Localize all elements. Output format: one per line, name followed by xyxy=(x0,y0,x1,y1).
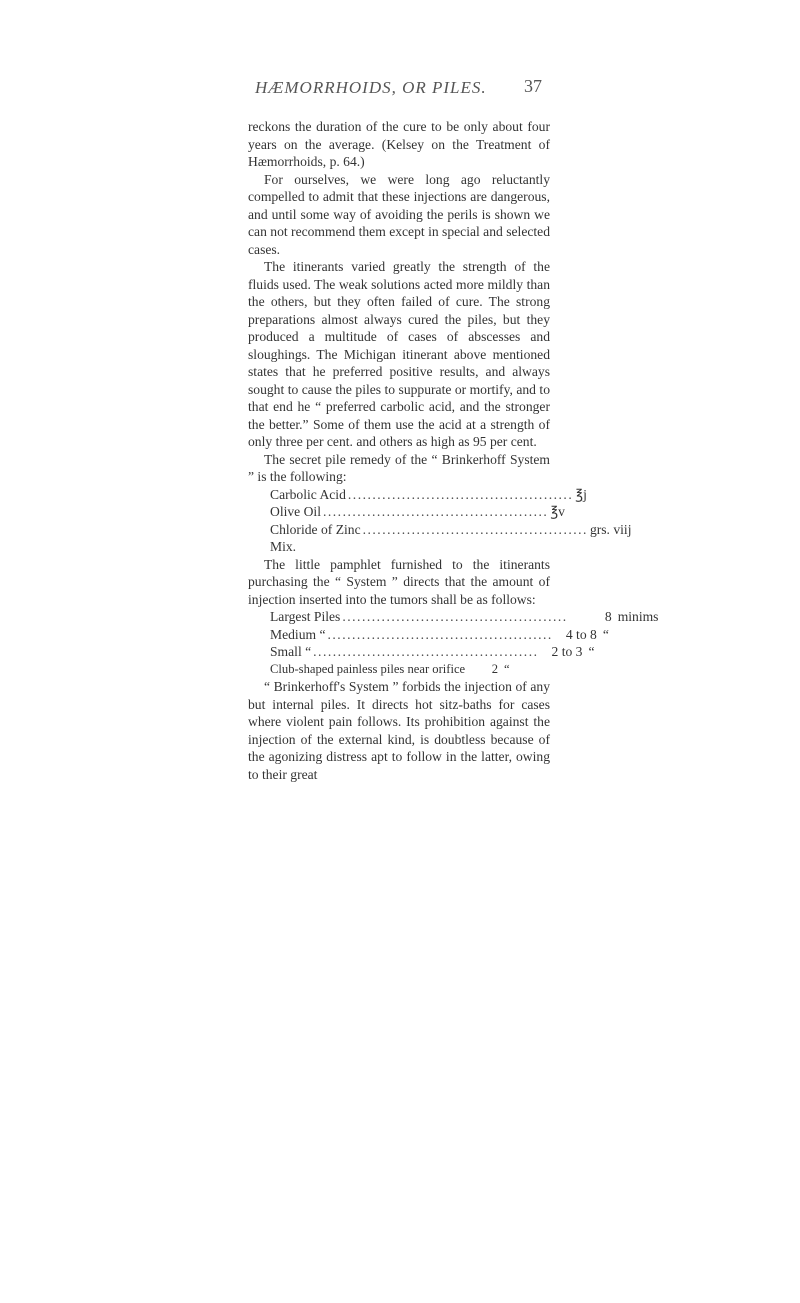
page-number: 37 xyxy=(524,76,542,96)
ingredient-amount: ℥j xyxy=(575,486,587,502)
ingredient-name: Carbolic Acid xyxy=(270,486,346,502)
dot-leader: .............................................. xyxy=(313,644,539,659)
dose-row xyxy=(270,608,659,626)
dose-unit: minims xyxy=(617,609,659,624)
dose-unit: “ xyxy=(588,644,595,659)
dose-value: 2 xyxy=(491,661,498,676)
dose-unit: “ xyxy=(504,661,510,676)
dose-value: 4 to 8 xyxy=(565,626,597,642)
ingredient-name: Chloride of Zinc xyxy=(270,521,361,537)
dose-value: 2 to 3 xyxy=(551,644,583,659)
dose-name: Medium “ xyxy=(270,626,326,642)
dose-row xyxy=(270,626,609,644)
mix-label: Mix. xyxy=(270,539,297,554)
dose-row xyxy=(270,643,595,661)
ingredient-amount: ℥v xyxy=(550,504,565,519)
dose-row xyxy=(270,661,560,679)
paragraph-5: The little pamphlet furnished to the itinerants purchasing the “ System ” directs that the amount of injection inserted into the tumors shall be as follows: xyxy=(248,556,550,607)
paragraph-2: For ourselves, we were long ago reluctantly compelled to admit that these injections are dangerous, and until some way of avoiding the perils is shown we can not recommend them except in special and selected cases. xyxy=(248,171,550,257)
page-header xyxy=(0,78,800,108)
prescription-item xyxy=(270,503,565,521)
paragraph-3: The itinerants varied greatly the strength of the fluids used. The weak solutions acted more mildly than the others, but they often failed of cure. The strong preparations almost always cured the piles, but they produced a multitude of cases of abscesses and sloughings. The Michigan itinerant above mentioned states that he preferred positive results, and always sought to cause the piles to suppurate or mortify, and to that end he “ preferred carbolic acid, and the stronger the better.” Some of them use the acid at a strength of only three per cent. and others as high as 95 per cent. xyxy=(248,259,550,449)
ingredient-amount: grs. viij xyxy=(589,521,632,537)
prescription-item xyxy=(270,521,632,539)
dose-name: Largest Piles xyxy=(270,609,341,624)
dose-unit: “ xyxy=(602,626,609,642)
dot-leader: .............................................. xyxy=(347,486,574,502)
dot-leader: .............................................. xyxy=(322,504,549,519)
dot-leader: .............................................. xyxy=(327,626,553,642)
running-head: HÆMORRHOIDS, OR PILES. xyxy=(255,78,487,97)
dot-leader: .............................................. xyxy=(362,521,588,537)
dose-name: Small “ xyxy=(270,644,312,659)
dot-leader: .............................................. xyxy=(342,609,568,624)
body-text xyxy=(248,118,659,783)
dose-table xyxy=(270,608,659,678)
paragraph-4: The secret pile remedy of the “ Brinkerhoff System ” is the following: xyxy=(248,451,550,484)
prescription-item xyxy=(270,486,587,504)
ingredient-name: Olive Oil xyxy=(270,504,321,519)
paragraph-6: “ Brinkerhoff's System ” forbids the injection of any but internal piles. It directs hot sitz-baths for cases where violent pain follows. Its prohibition against the injection of the external kind, is doubtless because of the agonizing distress apt to follow in the latter, owing to their great xyxy=(248,679,550,782)
dose-value: 8 xyxy=(604,609,612,624)
prescription-list xyxy=(270,486,632,539)
paragraph-1: reckons the duration of the cure to be only about four years on the average. (Kelsey on the Treatment of Hæmorrhoids, p. 64.) xyxy=(248,119,550,169)
dose-name: Club-shaped painless piles near orifice xyxy=(270,661,466,676)
